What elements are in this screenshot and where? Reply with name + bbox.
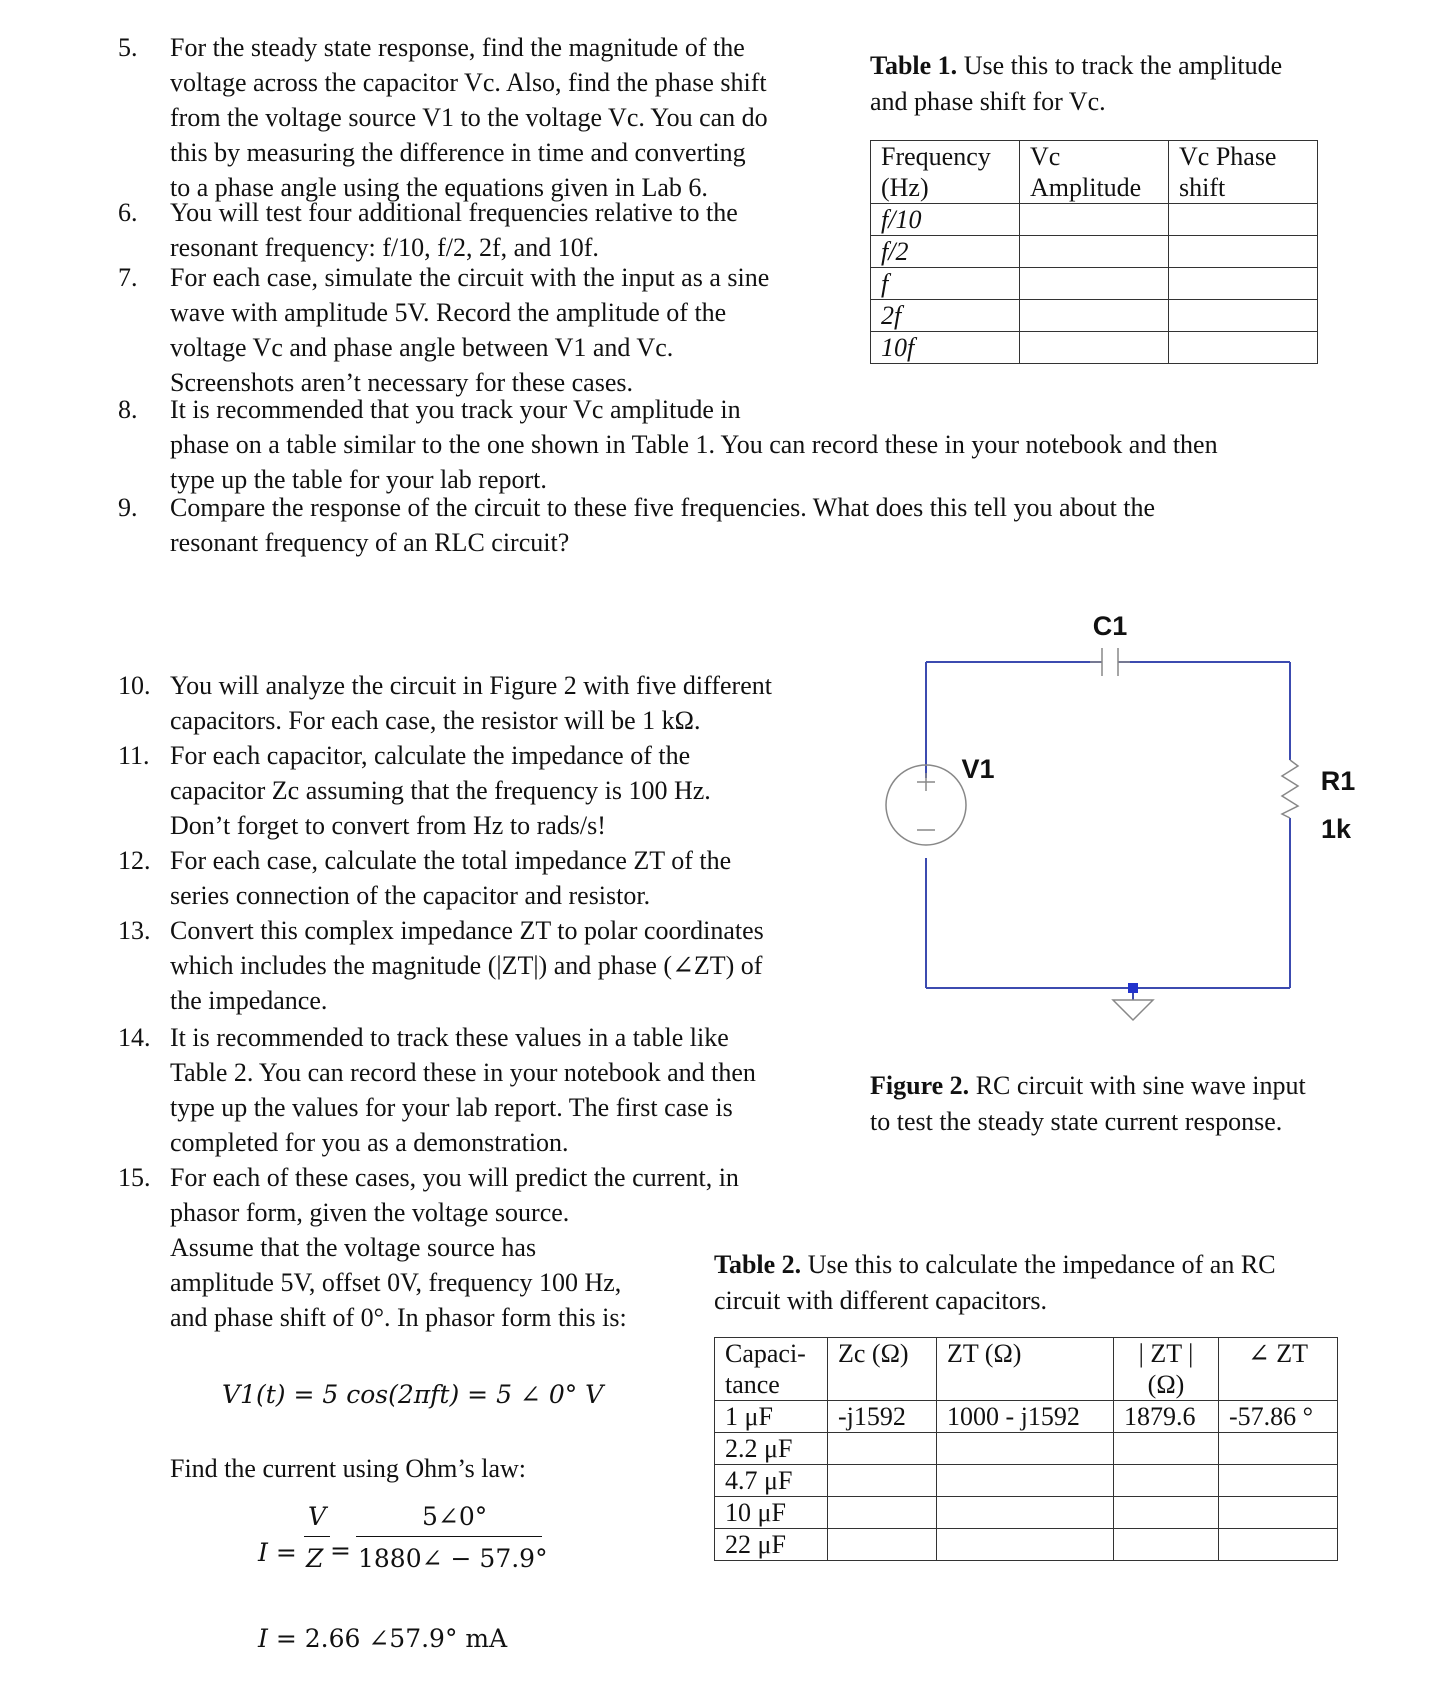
item-text: capacitor Zc assuming that the frequency is 100 Hz. [170, 776, 711, 805]
table-cell: -57.86 ° [1219, 1401, 1338, 1433]
fraction-v: V [308, 1502, 327, 1531]
table-header-cell: ZT (Ω) [937, 1338, 1114, 1401]
fraction-z: Z [306, 1544, 324, 1573]
table-cell: 2.2 μF [715, 1433, 828, 1465]
resistor-r1-symbol [1282, 760, 1298, 818]
item-text: which includes the magnitude (|ZT|) and phase (∠ZT) of [170, 951, 763, 980]
item-number: 5. [118, 33, 138, 62]
item-number: 15. [118, 1163, 151, 1192]
item-number: 14. [118, 1023, 151, 1052]
table-cell [1020, 332, 1169, 364]
table-cell: 10f [871, 332, 1020, 364]
table-cell [937, 1497, 1114, 1529]
table-cell: 10 μF [715, 1497, 828, 1529]
table-row [871, 204, 1318, 236]
item-text: For the steady state response, find the magnitude of the [170, 33, 745, 62]
fraction-numerator: 5∠0° [422, 1502, 488, 1531]
table-cell: 4.7 μF [715, 1465, 828, 1497]
ohm-law-text: Find the current using Ohm’s law: [170, 1454, 527, 1483]
table-row [871, 236, 1318, 268]
item-number: 13. [118, 916, 151, 945]
table-cell [1020, 268, 1169, 300]
table-cell: f/10 [871, 204, 1020, 236]
fraction-bar-vz [304, 1536, 330, 1537]
item-text: type up the table for your lab report. [170, 465, 547, 494]
fraction-denominator: 1880∠ − 57.9° [358, 1544, 548, 1573]
table-row [871, 268, 1318, 300]
rc-circuit-diagram [860, 600, 1420, 1040]
ground-node [1128, 983, 1138, 993]
item-number: 7. [118, 263, 138, 292]
item-text: resonant frequency of an RLC circuit? [170, 528, 570, 557]
table-cell: f/2 [871, 236, 1020, 268]
table-cell [1020, 236, 1169, 268]
table-cell [1219, 1529, 1338, 1561]
table-cell: -j1592 [828, 1401, 937, 1433]
table-1 [870, 140, 1318, 364]
table-cell [828, 1529, 937, 1561]
table-row [715, 1465, 1338, 1497]
equals-sign: = [330, 1536, 351, 1565]
item-text: completed for you as a demonstration. [170, 1128, 569, 1157]
item-text: series connection of the capacitor and resistor. [170, 881, 651, 910]
item-text: voltage across the capacitor Vc. Also, find the phase shift [170, 68, 767, 97]
table-header-row [871, 141, 1318, 204]
table-cell [937, 1529, 1114, 1561]
ground-symbol [1113, 1000, 1153, 1020]
table-cell [1219, 1433, 1338, 1465]
table-cell [1169, 268, 1318, 300]
item-text: amplitude 5V, offset 0V, frequency 100 Hz, [170, 1268, 622, 1297]
table-cell [1169, 332, 1318, 364]
table-cell: 1 μF [715, 1401, 828, 1433]
table-cell [828, 1465, 937, 1497]
item-number: 6. [118, 198, 138, 227]
table-header-cell: Frequency (Hz) [871, 141, 1020, 204]
item-number: 11. [118, 741, 150, 770]
table-cell [1219, 1497, 1338, 1529]
item-number: 10. [118, 671, 151, 700]
resistor-label: R1 [1320, 766, 1356, 796]
table-header-cell: Zc (Ω) [828, 1338, 937, 1401]
table-row [715, 1433, 1338, 1465]
phasor-equation: V1(t) = 5 cos(2πft) = 5 ∠ 0° V [222, 1380, 604, 1409]
item-text: phase on a table similar to the one shown in Table 1. You can record these in your notebook and then [170, 430, 1218, 459]
item-text: and phase shift of 0°. In phasor form this is: [170, 1303, 627, 1332]
item-text: to a phase angle using the equations given in Lab 6. [170, 173, 708, 202]
item-text: It is recommended that you track your Vc amplitude in [170, 395, 741, 424]
table-cell: 22 μF [715, 1529, 828, 1561]
table-row [715, 1497, 1338, 1529]
item-text: Don’t forget to convert from Hz to rads/s! [170, 811, 606, 840]
item-text: You will test four additional frequencies relative to the [170, 198, 738, 227]
item-text: this by measuring the difference in time and converting [170, 138, 746, 167]
item-text: For each capacitor, calculate the impedance of the [170, 741, 691, 770]
table2-caption: Table 2. Use this to calculate the impedance of an RC circuit with different capacitors. [714, 1250, 1276, 1315]
table-cell [1169, 300, 1318, 332]
item-number: 9. [118, 493, 138, 522]
capacitor-label: C1 [1092, 611, 1128, 641]
table-cell [1114, 1433, 1219, 1465]
table-header-cell: Vc Phase shift [1169, 141, 1318, 204]
item-text: wave with amplitude 5V. Record the amplitude of the [170, 298, 727, 327]
table-header-cell: Capaci- tance [715, 1338, 828, 1401]
fraction-bar [356, 1536, 542, 1537]
table-header-cell: | ZT | (Ω) [1114, 1338, 1219, 1401]
table-cell: f [871, 268, 1020, 300]
table-row [715, 1529, 1338, 1561]
item-text: For each of these cases, you will predict the current, in [170, 1163, 739, 1192]
item-text: Convert this complex impedance ZT to polar coordinates [170, 916, 764, 945]
source-label: V1 [961, 754, 995, 784]
table-header-cell: ∠ ZT [1219, 1338, 1338, 1401]
item-text: For each case, simulate the circuit with the input as a sine [170, 263, 770, 292]
item-text: Table 2. You can record these in your notebook and then [170, 1058, 756, 1087]
item-text: Assume that the voltage source has [170, 1233, 537, 1262]
item-number: 12. [118, 846, 151, 875]
item-text: from the voltage source V1 to the voltage Vc. You can do [170, 103, 768, 132]
figure2-caption: Figure 2. RC circuit with sine wave input to test the steady state current response. [870, 1071, 1306, 1136]
table-cell [828, 1433, 937, 1465]
table-row [715, 1401, 1338, 1433]
table-cell [1169, 204, 1318, 236]
item-text: capacitors. For each case, the resistor will be 1 kΩ. [170, 706, 701, 735]
table-row [871, 300, 1318, 332]
item-text: You will analyze the circuit in Figure 2 with five different [170, 671, 772, 700]
table-cell: 1879.6 [1114, 1401, 1219, 1433]
item-text: For each case, calculate the total impedance ZT of the [170, 846, 732, 875]
table-cell [1020, 300, 1169, 332]
table-cell [937, 1433, 1114, 1465]
item-text: Screenshots aren’t necessary for these cases. [170, 368, 633, 397]
capacitor-c1-symbol [1090, 648, 1130, 676]
table-cell [1114, 1497, 1219, 1529]
resistor-value: 1k [1320, 814, 1352, 844]
table-cell [1114, 1529, 1219, 1561]
item-number: 8. [118, 395, 138, 424]
table1-caption: Table 1. Use this to track the amplitude and phase shift for Vc. [870, 51, 1283, 116]
table-cell [1219, 1465, 1338, 1497]
table-cell [1020, 204, 1169, 236]
item-text: It is recommended to track these values in a table like [170, 1023, 729, 1052]
item-text: Compare the response of the circuit to these five frequencies. What does this tell you about the [170, 493, 1156, 522]
table-2 [714, 1337, 1338, 1561]
current-result: I = 2.66 ∠57.9° mA [258, 1624, 508, 1653]
item-text: phasor form, given the voltage source. [170, 1198, 570, 1227]
item-text: the impedance. [170, 986, 328, 1015]
equation-lhs: I = [258, 1538, 297, 1567]
item-text: resonant frequency: f/10, f/2, 2f, and 10f. [170, 233, 599, 262]
table-cell [1169, 236, 1318, 268]
table-header-row [715, 1338, 1338, 1401]
table-cell: 2f [871, 300, 1020, 332]
item-text: type up the values for your lab report. The first case is [170, 1093, 733, 1122]
table-cell [937, 1465, 1114, 1497]
table-header-cell: Vc Amplitude [1020, 141, 1169, 204]
ohm-law-equation [258, 1500, 588, 1590]
table-cell: 1000 - j1592 [937, 1401, 1114, 1433]
table-cell [1114, 1465, 1219, 1497]
table-cell [828, 1497, 937, 1529]
voltage-source-symbol [886, 765, 966, 845]
table-row [871, 332, 1318, 364]
item-text: voltage Vc and phase angle between V1 and Vc. [170, 333, 674, 362]
